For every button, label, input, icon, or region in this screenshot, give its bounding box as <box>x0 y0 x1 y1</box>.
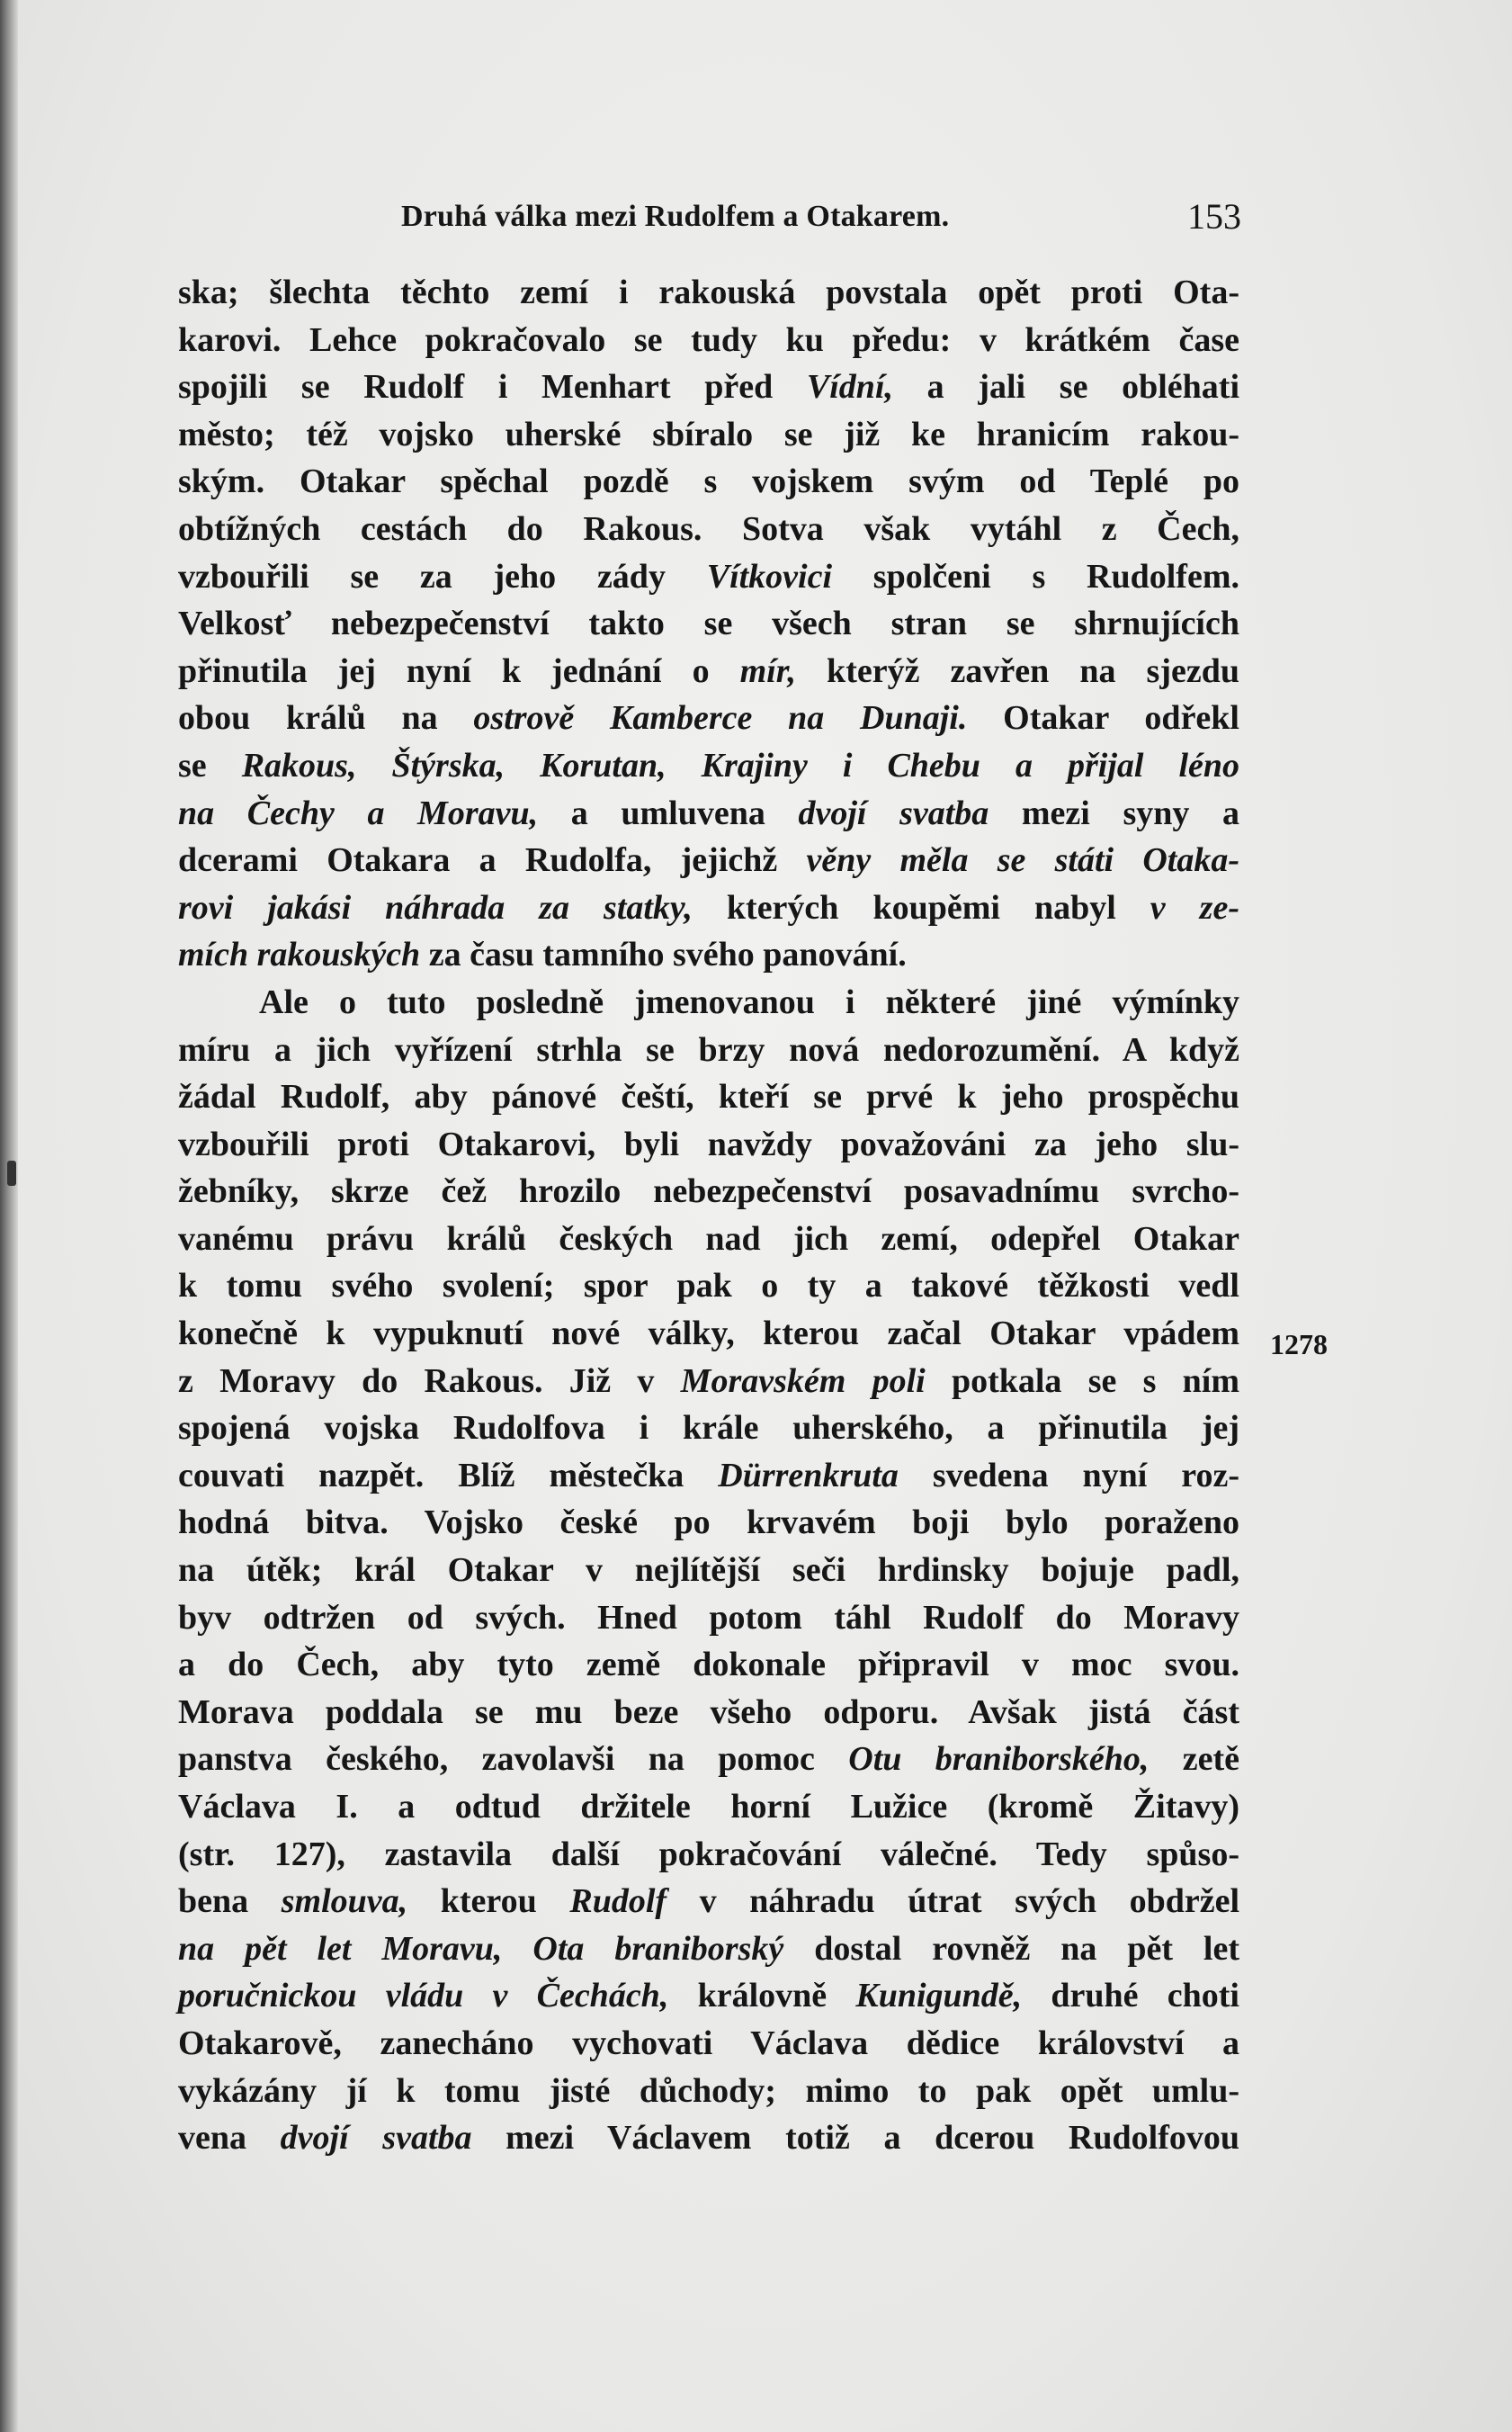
italic-phrase: smlouva, <box>281 1882 408 1921</box>
text-run: za času tamního svého panování. <box>420 936 907 974</box>
text-line <box>178 363 1239 411</box>
text-run: vzbouřili proti Otakarovi, byli navždy považováni za jeho slu- <box>178 1125 1239 1163</box>
text-run: vzbouřili se za jeho zády <box>178 557 707 596</box>
body-text <box>178 269 1239 2162</box>
text-line <box>178 1831 1239 1879</box>
text-run: z Moravy do Rakous. Již v <box>178 1361 681 1400</box>
text-run: Velkosť nebezpečenství takto se všech stran se shrnujících <box>178 605 1239 643</box>
text-line <box>178 884 1239 932</box>
italic-phrase: na pět let Moravu, Ota braniborský <box>178 1929 784 1968</box>
italic-phrase: Otu braniborského, <box>848 1740 1150 1779</box>
text-run: svedena nyní roz- <box>898 1456 1239 1494</box>
text-line <box>178 1310 1239 1358</box>
text-run: obtížných cestách do Rakous. Sotva však vytáhl z Čech, <box>178 509 1239 548</box>
text-line <box>178 1452 1239 1500</box>
text-run: spojená vojska Rudolfova i krále uherského, a přinutila jej <box>178 1409 1239 1448</box>
text-line <box>178 506 1239 553</box>
text-line <box>178 1262 1239 1310</box>
text-line <box>178 1168 1239 1216</box>
text-line <box>178 742 1239 790</box>
scan-left-edge <box>0 0 18 2432</box>
text-run: dcerami Otakara a Rudolfa, jejichž <box>178 841 807 880</box>
italic-phrase: na Čechy a Moravu, <box>178 794 539 832</box>
text-run: spojili se Rudolf i Menhart před <box>178 368 807 407</box>
italic-phrase: Kunigundě, <box>855 1977 1023 2015</box>
italic-phrase: Rakous, Štýrska, Korutan, Krajiny i Chebu a přijal léno <box>241 746 1240 785</box>
italic-phrase: Moravském poli <box>680 1361 926 1400</box>
text-run: kterou <box>407 1882 570 1921</box>
text-line <box>178 1878 1239 1925</box>
text-run: Václava I. a odtud držitele horní Lužice (kromě Žitavy) <box>178 1788 1239 1826</box>
italic-phrase: Vítkovici <box>706 557 833 596</box>
italic-phrase: mích rakouských <box>178 936 421 974</box>
text-line <box>178 979 1239 1027</box>
text-run: Otakar odřekl <box>967 699 1239 738</box>
text-run: couvati nazpět. Blíž městečka <box>178 1456 719 1494</box>
text-run: (str. 127), zastavila další pokračování válečné. Tedy spůso- <box>178 1835 1239 1873</box>
text-line <box>178 1404 1239 1452</box>
italic-phrase: Dürrenkruta <box>718 1456 899 1494</box>
text-line <box>178 269 1239 317</box>
text-run: královně <box>668 1977 856 2015</box>
text-line <box>178 411 1239 459</box>
text-run: vena <box>178 2119 281 2158</box>
page-header <box>180 190 1241 244</box>
italic-phrase: dvojí svatba <box>798 794 989 832</box>
text-run: na útěk; král Otakar v nejlítější seči hrdinsky bojuje padl, <box>178 1551 1239 1590</box>
italic-phrase: Rudolf <box>569 1882 667 1921</box>
text-line <box>178 1358 1239 1405</box>
text-run: Ale o tuto posledně jmenovanou i některé jiné výmínky <box>259 983 1239 1021</box>
running-title: Druhá válka mezi Rudolfem a Otakarem. <box>401 200 950 233</box>
text-run: v náhradu útrat svých obdržel <box>667 1882 1240 1921</box>
text-line <box>178 648 1239 695</box>
margin-year-note: 1278 <box>1270 1328 1328 1360</box>
text-run: ska; šlechta těchto zemí i rakouská povstala opět proti Ota- <box>178 274 1239 311</box>
text-line <box>178 1925 1239 1973</box>
text-line <box>178 2020 1239 2068</box>
text-run: a jali se obléhati <box>893 368 1240 407</box>
text-line <box>178 1783 1239 1831</box>
text-run: hodná bitva. Vojsko české po krvavém boji bylo poraženo <box>178 1503 1239 1542</box>
text-run: a do Čech, aby tyto země dokonale připravil v moc svou. <box>178 1646 1239 1684</box>
text-run: panstva českého, zavolavši na pomoc <box>178 1740 849 1779</box>
text-line <box>178 2068 1239 2115</box>
text-run: zetě <box>1149 1740 1239 1779</box>
italic-phrase: v ze- <box>1150 888 1239 927</box>
italic-phrase: mír, <box>739 651 796 690</box>
text-run: míru a jich vyřízení strhla se brzy nová nedorozumění. A když <box>178 1030 1239 1069</box>
text-line <box>178 790 1239 838</box>
text-line <box>178 1689 1239 1737</box>
text-line <box>178 1972 1239 2020</box>
text-run: dostal rovněž na pět let <box>783 1929 1239 1968</box>
text-run: kterýž zavřen na sjezdu <box>795 651 1239 690</box>
text-run: město; též vojsko uherské sbíralo se již ke hranicím rakou- <box>178 415 1239 453</box>
text-run: byv odtržen od svých. Hned potom táhl Rudolf do Moravy <box>178 1598 1239 1637</box>
text-run: a umluvena <box>538 794 799 832</box>
text-run: přinutila jej nyní k jednání o <box>178 651 740 690</box>
text-line <box>178 931 1239 979</box>
text-line <box>178 600 1239 648</box>
text-run: k tomu svého svolení; spor pak o ty a takové těžkosti vedl <box>178 1267 1239 1306</box>
text-run: druhé choti <box>1022 1977 1239 2015</box>
italic-phrase: rovi jakási náhrada za statky, <box>178 888 693 927</box>
text-line <box>178 553 1239 601</box>
text-line <box>178 1073 1239 1121</box>
text-line <box>178 695 1239 742</box>
text-run: konečně k vypuknutí nové války, kterou začal Otakar vpádem <box>178 1315 1239 1353</box>
text-run: potkala se s ním <box>925 1361 1239 1400</box>
text-line <box>178 1641 1239 1689</box>
text-run: spolčeni s Rudolfem. <box>832 557 1239 596</box>
text-line <box>178 458 1239 506</box>
text-run: mezi syny a <box>989 794 1239 832</box>
text-run: Morava poddala se mu beze všeho odporu. Avšak jistá část <box>178 1692 1239 1731</box>
text-run: Otakarově, zanecháno vychovati Václava dědice království a <box>178 2024 1239 2062</box>
text-run: kterých koupěmi nabyl <box>692 888 1150 927</box>
text-line <box>178 1027 1239 1074</box>
italic-phrase: Vídní, <box>806 368 894 407</box>
text-line <box>178 1121 1239 1169</box>
text-line <box>178 317 1239 364</box>
text-line <box>178 1736 1239 1783</box>
text-run: vykázány jí k tomu jisté důchody; mimo to pak opět umlu- <box>178 2071 1239 2110</box>
text-run: mezi Václavem totiž a dcerou Rudolfovou <box>471 2119 1239 2158</box>
text-run: žádal Rudolf, aby pánové čeští, kteří se prvé k jeho prospěchu <box>178 1078 1239 1117</box>
text-run: obou králů na <box>178 699 474 738</box>
text-run: vanému právu králů českých nad jich zemí, odepřel Otakar <box>178 1219 1239 1258</box>
italic-phrase: ostrově Kamberce na Dunaji. <box>473 699 968 738</box>
italic-phrase: poručnickou vládu v Čechách, <box>178 1977 669 2015</box>
page-number: 153 <box>1187 196 1241 237</box>
text-run: bena <box>178 1882 282 1921</box>
italic-phrase: dvojí svatba <box>280 2119 472 2158</box>
text-run: žebníky, skrze čež hrozilo nebezpečenství posavadnímu svrcho- <box>178 1172 1239 1211</box>
text-line <box>178 1594 1239 1642</box>
text-line <box>178 2114 1239 2162</box>
text-line <box>178 1216 1239 1263</box>
text-line <box>178 837 1239 884</box>
text-line <box>178 1499 1239 1547</box>
text-run: ským. Otakar spěchal pozdě s vojskem svým od Teplé po <box>178 462 1239 501</box>
text-line <box>178 1547 1239 1594</box>
italic-phrase: věny měla se státi Otaka- <box>806 841 1240 880</box>
text-run: karovi. Lehce pokračovalo se tudy ku předu: v krátkém čase <box>178 320 1239 359</box>
text-run: se <box>178 746 242 785</box>
scan-binding-mark <box>7 1161 16 1186</box>
